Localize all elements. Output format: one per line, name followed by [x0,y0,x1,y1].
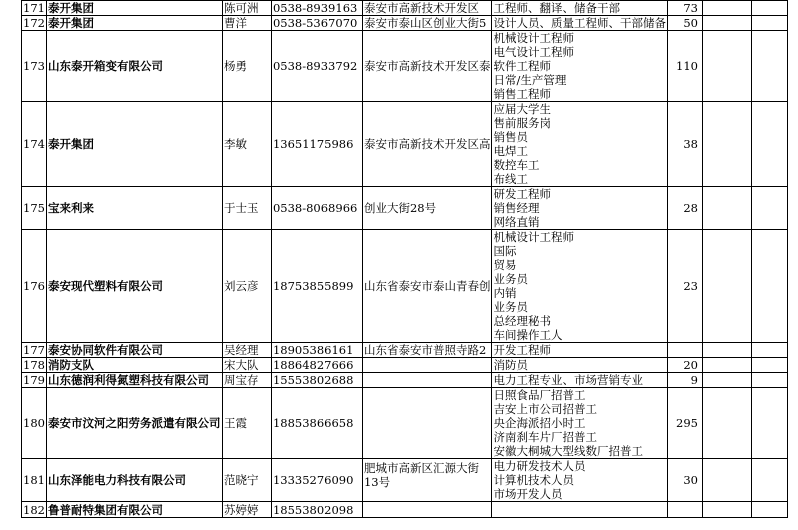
headcount-cell[interactable] [667,343,702,358]
position-line: 工程师、翻译、储备干部 [493,1,620,15]
contact-cell[interactable]: 苏婷婷 [222,502,271,518]
contact-cell[interactable]: 范晓宁 [222,459,271,502]
position-line: 软件工程师 [493,59,551,73]
empty-cell[interactable] [702,102,751,187]
position-line: 电气设计工程师 [493,45,574,59]
row-number-cell[interactable]: 182 [23,502,45,517]
phone-cell[interactable]: 13335276090 [271,459,362,502]
empty-cell[interactable] [702,31,751,102]
position-line: 机械设计工程师 [493,31,574,45]
empty-cell[interactable] [751,187,787,230]
table-row [22,373,788,388]
address-cell[interactable]: 泰安市高新技术开发区 [362,1,492,16]
positions-cell[interactable] [492,459,668,502]
company-cell[interactable]: 泰开集团 [46,1,222,16]
position-line: 业务员 [493,300,528,314]
row-number-cell[interactable]: 179 [23,373,45,387]
headcount-cell[interactable]: 20 [667,358,702,373]
company-cell[interactable]: 泰开集团 [46,16,222,31]
contact-cell[interactable]: 王霞 [222,388,271,459]
positions-cell[interactable] [492,343,668,358]
phone-cell[interactable]: 18864827666 [271,358,362,373]
table-row [22,459,788,502]
table-row [22,16,788,31]
contact-cell[interactable]: 曹洋 [222,16,271,31]
phone-cell[interactable]: 18853866658 [271,388,362,459]
empty-cell[interactable] [702,16,751,31]
empty-cell[interactable] [751,358,787,373]
contact-cell[interactable]: 吴经理 [222,343,271,358]
row-number-cell[interactable]: 173 [22,31,47,102]
headcount-cell[interactable]: 38 [667,102,702,187]
phone-cell[interactable]: 13651175986 [271,102,362,187]
row-number-cell[interactable]: 181 [22,459,47,502]
empty-cell[interactable] [751,31,787,102]
company-cell[interactable]: 消防支队 [46,358,222,373]
headcount-cell[interactable]: 73 [667,1,702,16]
position-line: 日照食品厂招普工 [493,388,586,402]
empty-cell[interactable] [751,230,787,343]
phone-cell[interactable]: 15553802688 [271,373,362,388]
company-cell[interactable]: 宝来利来 [46,187,222,230]
address-cell[interactable]: 泰安市高新技术开发区高 [362,102,492,187]
positions-cell[interactable] [492,230,668,343]
empty-cell[interactable] [751,102,787,187]
phone-cell[interactable]: 18753855899 [271,230,362,343]
position-line: 安徽大桐城大型线数厂招普工 [493,444,643,458]
row-number-cell[interactable]: 172 [23,16,45,30]
address-cell[interactable] [362,373,492,388]
address-cell[interactable]: 山东省泰安市泰山青春创 [362,230,492,343]
contact-cell[interactable]: 陈可洲 [222,1,271,16]
headcount-cell[interactable]: 295 [667,388,702,459]
position-line: 开发工程师 [493,343,551,357]
positions-cell[interactable] [492,31,668,102]
position-line: 销售工程师 [493,87,551,101]
headcount-cell[interactable]: 30 [667,459,702,502]
position-line: 总经理秘书 [493,314,551,328]
address-cell[interactable] [362,358,492,373]
empty-cell[interactable] [702,230,751,343]
empty-cell[interactable] [702,373,751,388]
phone-cell[interactable]: 0538-5367070 [271,16,362,31]
position-line: 网络直销 [493,215,540,229]
empty-cell[interactable] [751,16,787,31]
position-line [493,502,666,516]
company-cell[interactable]: 泰安现代塑料有限公司 [46,230,222,343]
headcount-cell[interactable] [667,502,702,518]
table-row [22,230,788,343]
position-line: 电力研发技术人员 [493,459,586,473]
company-cell[interactable]: 泰安协同软件有限公司 [46,343,222,358]
address-cell[interactable]: 肥城市高新区汇源大街13号 [362,459,492,502]
company-cell[interactable]: 山东泰开箱变有限公司 [46,31,222,102]
position-line: 市场开发人员 [493,487,563,501]
empty-cell[interactable] [751,459,787,502]
empty-cell[interactable] [702,388,751,459]
position-line: 应届大学生 [493,102,551,116]
empty-cell[interactable] [751,373,787,388]
phone-cell[interactable]: 18553802098 [271,502,362,518]
position-line: 机械设计工程师 [493,230,574,244]
table-row [22,502,788,518]
table-row [22,388,788,459]
row-number-cell[interactable]: 178 [23,358,45,372]
table-row [22,343,788,358]
table-row [22,358,788,373]
table-row [22,31,788,102]
table-row [22,187,788,230]
empty-cell[interactable] [702,502,751,518]
positions-cell[interactable] [492,16,668,31]
position-line: 电力工程专业、市场营销专业 [493,373,643,387]
positions-cell[interactable] [492,187,668,230]
position-line: 计算机技术人员 [493,473,574,487]
empty-cell[interactable] [702,343,751,358]
company-cell[interactable]: 泰安市汶河之阳劳务派遣有限公司 [46,388,222,459]
address-cell[interactable]: 山东省泰安市普照寺路2 [362,343,492,358]
address-cell[interactable]: 泰安市泰山区创业大街5 [362,16,492,31]
empty-cell[interactable] [702,187,751,230]
empty-cell[interactable] [702,459,751,502]
empty-cell[interactable] [751,1,787,16]
phone-cell[interactable]: 0538-8068966 [271,187,362,230]
headcount-cell[interactable]: 50 [667,16,702,31]
row-number-cell[interactable]: 175 [22,187,47,230]
contact-cell[interactable]: 杨勇 [222,31,271,102]
headcount-cell[interactable]: 9 [667,373,702,388]
phone-cell[interactable]: 0538-8933792 [271,31,362,102]
address-cell[interactable] [362,502,492,518]
contact-cell[interactable]: 周宝存 [222,373,271,388]
empty-cell[interactable] [751,388,787,459]
positions-cell[interactable] [492,102,668,187]
empty-cell[interactable] [751,343,787,358]
position-line: 贸易 [493,258,517,272]
position-line: 数控车工 [493,158,540,172]
positions-cell[interactable] [492,388,668,459]
company-cell[interactable]: 山东德润利得氮塑科技有限公司 [46,373,222,388]
position-line: 国际 [493,244,517,258]
headcount-cell[interactable]: 28 [667,187,702,230]
positions-cell[interactable] [492,1,668,16]
row-number-cell[interactable]: 180 [22,388,47,459]
position-line: 内销 [493,286,517,300]
position-line: 销售经理 [493,201,540,215]
position-line: 吉安上市公司招普工 [493,402,597,416]
position-line: 销售员 [493,130,528,144]
position-line: 消防员 [493,358,528,372]
row-number-cell[interactable]: 177 [23,343,45,357]
company-cell[interactable]: 泰开集团 [46,102,222,187]
position-line: 业务员 [493,272,528,286]
position-line: 设计人员、质量工程师、干部储备 [493,16,666,30]
table-row [22,102,788,187]
empty-cell[interactable] [702,358,751,373]
address-cell[interactable]: 泰安市高新技术开发区泰 [362,31,492,102]
position-line: 电焊工 [493,144,528,158]
table-row [22,1,788,16]
positions-cell[interactable] [492,502,668,518]
contact-cell[interactable]: 宋大队 [222,358,271,373]
empty-cell[interactable] [751,502,787,518]
positions-cell[interactable] [492,373,668,388]
position-line: 济南刹车片厂招普工 [493,430,597,444]
address-cell[interactable] [362,388,492,459]
address-cell[interactable]: 创业大街28号 [362,187,492,230]
position-line: 央企海派招小时工 [493,416,586,430]
contact-cell[interactable]: 李敏 [222,102,271,187]
position-line: 售前服务岗 [493,116,551,130]
positions-cell[interactable] [492,358,668,373]
contact-cell[interactable]: 于士玉 [222,187,271,230]
headcount-cell[interactable]: 110 [667,31,702,102]
company-cell[interactable]: 山东泽能电力科技有限公司 [46,459,222,502]
position-line: 布线工 [493,172,528,186]
phone-cell[interactable]: 18905386161 [271,343,362,358]
position-line: 日常/生产管理 [493,73,567,87]
empty-cell[interactable] [702,1,751,16]
contact-cell[interactable]: 刘云彦 [222,230,271,343]
row-number-cell[interactable]: 174 [22,102,47,187]
row-number-cell[interactable]: 171 [23,1,45,15]
headcount-cell[interactable]: 23 [667,230,702,343]
phone-cell[interactable]: 0538-8939163 [271,1,362,16]
position-line: 研发工程师 [493,187,551,201]
job-listing-table [21,0,788,518]
position-line: 车间操作工人 [493,328,563,342]
row-number-cell[interactable]: 176 [22,230,47,343]
company-cell[interactable]: 鲁普耐特集团有限公司 [46,502,222,518]
